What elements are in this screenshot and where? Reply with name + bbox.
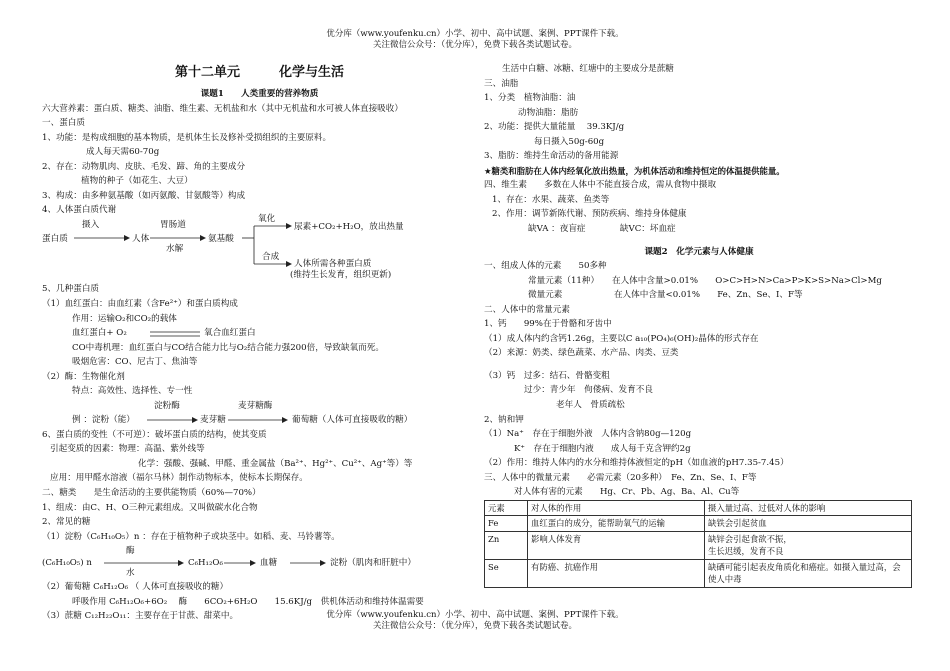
table-cell: 缺铁会引起贫血	[705, 516, 912, 532]
table-row	[485, 516, 912, 532]
potassium: K⁺ 存在于细胞内液 成人每千克含钾约2g	[514, 443, 691, 454]
table-cell: Se	[485, 559, 528, 587]
sugar-composition: 1、组成：由C、H、O三种元素组成。又叫做碳水化合物	[42, 502, 258, 513]
metab-protein: 蛋白质	[42, 233, 68, 244]
metab-hydrolysis: 水解	[166, 243, 184, 254]
element-table	[484, 500, 912, 588]
section-fat: 三、油脂	[484, 78, 519, 89]
starch-blood: 血糖	[260, 558, 278, 569]
starch-glycogen: 淀粉（肌肉和肝脏中）	[330, 558, 416, 569]
lesson2-title: 课题2 化学元素与人体健康	[644, 246, 754, 257]
table-cell: 有防癌、抗癌作用	[528, 559, 705, 587]
table-cell: 影响人体发育	[528, 531, 705, 559]
calcium-excess: （3）钙 过多：结石、骨骼变粗	[484, 370, 610, 381]
sucrose: （3）蔗糖 C₁₂H₂₂O₁₁：主要存在于甘蔗、甜菜中。	[42, 611, 239, 622]
section-sugar: 二、糖类 是生命活动的主要供能物质（60%—70%）	[42, 488, 261, 499]
calcium-deficit: 过少：青少年 佝偻病、发育不良	[524, 385, 653, 396]
metabolism-arrows	[42, 218, 477, 276]
hemoglobin-arrow	[150, 330, 200, 338]
enzyme-amylase: 淀粉酶	[154, 400, 180, 411]
starch-start: (C₆H₁₀O₅) n	[42, 558, 92, 569]
protein-daily: 成人每天需60-70g	[86, 147, 160, 158]
enzyme-maltase: 麦芽糖酶	[238, 400, 273, 411]
starch-glucose: C₆H₁₂O₆	[188, 558, 223, 569]
starch: （1）淀粉（C₆H₁₀O₅）n ：存在于植物种子或块茎中。如稻、麦、马铃薯等。	[42, 531, 340, 542]
metab-gi: 胃肠道	[160, 219, 186, 230]
unit-title: 第十二单元 化学与生活	[174, 65, 344, 80]
metab-amino: 氨基酸	[208, 233, 234, 244]
protein-exist-2: 植物的种子（如花生、大豆）	[81, 176, 193, 187]
enzyme-features: 特点：高效性、选择性、专一性	[72, 386, 193, 397]
denature-physical: 引起变质的因素：物理：高温、紫外线等	[50, 444, 205, 455]
metab-body: 人体	[132, 233, 150, 244]
table-header: 元素	[485, 500, 528, 516]
sodium-potassium: 2、钠和钾	[484, 414, 524, 425]
section-trace: 三、人体中的微量元素 必需元素（20多种） Fe、Zn、Se、I、F等	[484, 472, 757, 483]
lesson1-title: 课题1 人类重要的营养物质	[200, 89, 319, 99]
sodium: （1）Na⁺ 存在于细胞外液 人体内含钠80g—120g	[484, 429, 692, 440]
co-poison: CO中毒机理：血红蛋白与CO结合能力比与O₂结合能力强200倍，导致缺氧而死。	[72, 342, 384, 353]
footer-line-1: 优分库（www.youfenku.cn）小学、初中、高中试题、案例、PPT课件下载。	[326, 610, 624, 620]
table-row	[485, 559, 912, 587]
section-protein: 一、蛋白质	[42, 118, 85, 129]
footer-line-2: 关注微信公众号：（优分库），免费下载各类试题试卷。	[372, 621, 577, 631]
macro-elements: 常量元素（11种） 在人体中含量>0.01% O>C>H>N>Ca>P>K>S>Na>Cl>Mg	[528, 275, 882, 286]
enzyme-glucose: 葡萄糖（人体可直接吸收的糖）	[292, 414, 413, 425]
metab-oxid-result: 尿素+CO₂+H₂O，放出热量	[294, 221, 404, 232]
calcium-content: （1）成人体内约含钙1.26g，主要以C a₁₀(PO₄)₆(OH)₂晶体的形式存在	[484, 333, 759, 344]
calcium: 1、钙 99%在于骨骼和牙齿中	[484, 319, 612, 330]
hemoglobin-reactant: 血红蛋白+ O₂	[72, 328, 127, 339]
trace-elements: 微量元素 在人体中含量<0.01% Fe、Zn、Se、I、F等	[528, 290, 803, 301]
right-column	[484, 62, 914, 588]
vitamin-role: 2、作用：调节新陈代谢、预防疾病、维持身体健康	[492, 209, 687, 220]
star-note: ★糖类和脂肪在人体内经氧化放出热量，为机体活动和维持恒定的体温提供能量。	[484, 165, 785, 176]
fat-role: 3、脂肪：维持生命活动的备用能源	[484, 151, 619, 162]
calcium-elderly: 老年人 骨质疏松	[556, 400, 625, 411]
table-cell: Zn	[485, 531, 528, 559]
fat-daily: 每日摄入50g-60g	[534, 136, 605, 147]
table-cell: Fe	[485, 516, 528, 532]
common-sugars: 2、常见的糖	[42, 517, 91, 528]
fat-class-plant: 1、分类 植物油脂：油	[484, 93, 576, 104]
calcium-source: （2）来源：奶类、绿色蔬菜、水产品、肉类、豆类	[484, 348, 679, 359]
hemoglobin-role: 作用：运输O₂和CO₂的载体	[72, 313, 177, 324]
table-header: 对人体的作用	[528, 500, 705, 516]
sucrose-note: 生活中白糖、冰糖、红塘中的主要成分是蔗糖	[502, 64, 674, 74]
denature-chemical: 化学：强酸、强碱、甲醛、重金属盐（Ba²⁺、Hg²⁺、Cu²⁺、Ag⁺等）等	[138, 458, 413, 469]
na-k-role: （2）作用：维持人体内的水分和维持体液恒定的pH（如血液的pH7.35-7.45）	[484, 458, 789, 469]
protein-function: 1、功能：是构成细胞的基本物质，是机体生长及修补受损组织的主要原料。	[42, 132, 332, 143]
table-cell: 血红蛋白的成分，能帮助氧气的运输	[528, 516, 705, 532]
vitamin-exist: 1、存在：水果、蔬菜、鱼类等	[492, 194, 610, 205]
page-header	[0, 29, 950, 51]
intro-text: 六大营养素：蛋白质、糖类、油脂、维生素、无机盐和水（其中无机盐和水可被人体直接吸收）	[42, 103, 403, 114]
vitamin-deficiency: 缺VA ：夜盲症 缺VC：坏血症	[528, 224, 676, 235]
left-column	[42, 62, 477, 624]
starch-diagram	[42, 544, 477, 580]
hemoglobin-product: 氧合血红蛋白	[204, 328, 256, 339]
metab-ingest: 摄入	[82, 219, 100, 230]
denature-application: 应用：用甲醛水溶液（福尔马林）制作动物标本，使标本长期保存。	[50, 473, 308, 484]
table-cell: 缺锌会引起食欲不振， 生长迟缓，发育不良	[705, 531, 912, 559]
enzyme: （2）酶：生物催化剂	[42, 371, 125, 382]
spacer	[484, 361, 914, 369]
protein-exist: 2、存在：动物肌肉、皮肤、毛发、蹄、角的主要成分	[42, 161, 246, 172]
harmful-elements: 对人体有害的元素 Hg、Cr、Pb、Ag、Ba、Al、Cu等	[514, 487, 740, 498]
table-header: 摄入量过高、过低对人体的影响	[705, 500, 912, 516]
section-macro: 二、人体中的常量元素	[484, 304, 570, 315]
metabolism-diagram	[42, 213, 477, 276]
metab-synth-result: 人体所需各种蛋白质	[294, 258, 372, 269]
header-line-2: 关注微信公众号：（优分库），免费下载各类试题试卷。	[372, 40, 577, 50]
smoking-harm: 吸烟危害：CO、尼古丁、焦油等	[72, 357, 198, 368]
hemoglobin-reaction	[42, 326, 477, 341]
starch-water: 水	[126, 568, 135, 579]
protein-metabolism-title: 4、人体蛋白质代谢	[42, 205, 117, 216]
enzyme-example: 例 ：淀粉（能）	[72, 414, 135, 425]
elements-intro: 一、组成人体的元素 50多种	[484, 261, 607, 272]
fat-class-animal: 动物油脂：脂肪	[518, 107, 579, 118]
metab-synth-note: (维持生长发育，组织更新)	[290, 269, 392, 280]
header-line-1: 优分库（www.youfenku.cn）小学、初中、高中试题、案例、PPT课件下载。	[326, 29, 624, 39]
metab-synth: 合成	[262, 251, 280, 262]
hemoglobin: （1）血红蛋白：由血红素（含Fe²⁺）和蛋白质构成	[42, 299, 238, 310]
table-header-row	[485, 500, 912, 516]
protein-types: 5、几种蛋白质	[42, 284, 100, 295]
fat-function: 2、功能：提供大量能量 39.3KJ/g	[484, 122, 625, 133]
page-footer	[0, 610, 950, 632]
metab-oxidize: 氧化	[258, 213, 276, 224]
table-row	[485, 531, 912, 559]
respiration: 呼吸作用 C₆H₁₂O₆+6O₂ 酶 6CO₂+6H₂O 15.6KJ/g 供机体活动和维持体温需要	[72, 596, 424, 607]
table-cell: 缺硒可能引起表皮角质化和癌症。如摄入量过高，会使人中毒	[705, 559, 912, 587]
denaturation: 6、蛋白质的变性（不可逆）：破坏蛋白质的结构，使其变质	[42, 429, 267, 440]
enzyme-maltose: 麦芽糖	[200, 414, 226, 425]
section-vitamin: 四、维生素 多数在人体中不能直接合成，需从食物中摄取	[484, 180, 717, 191]
enzyme-diagram	[42, 399, 477, 428]
glucose: （2）葡萄糖 C₆H₁₂O₆ （ 人体可直接吸收的糖）	[42, 582, 229, 593]
protein-compose: 3、构成：由多种氨基酸（如丙氨酸、甘氨酸等）构成	[42, 190, 246, 201]
starch-enzyme: 酶	[126, 546, 135, 557]
